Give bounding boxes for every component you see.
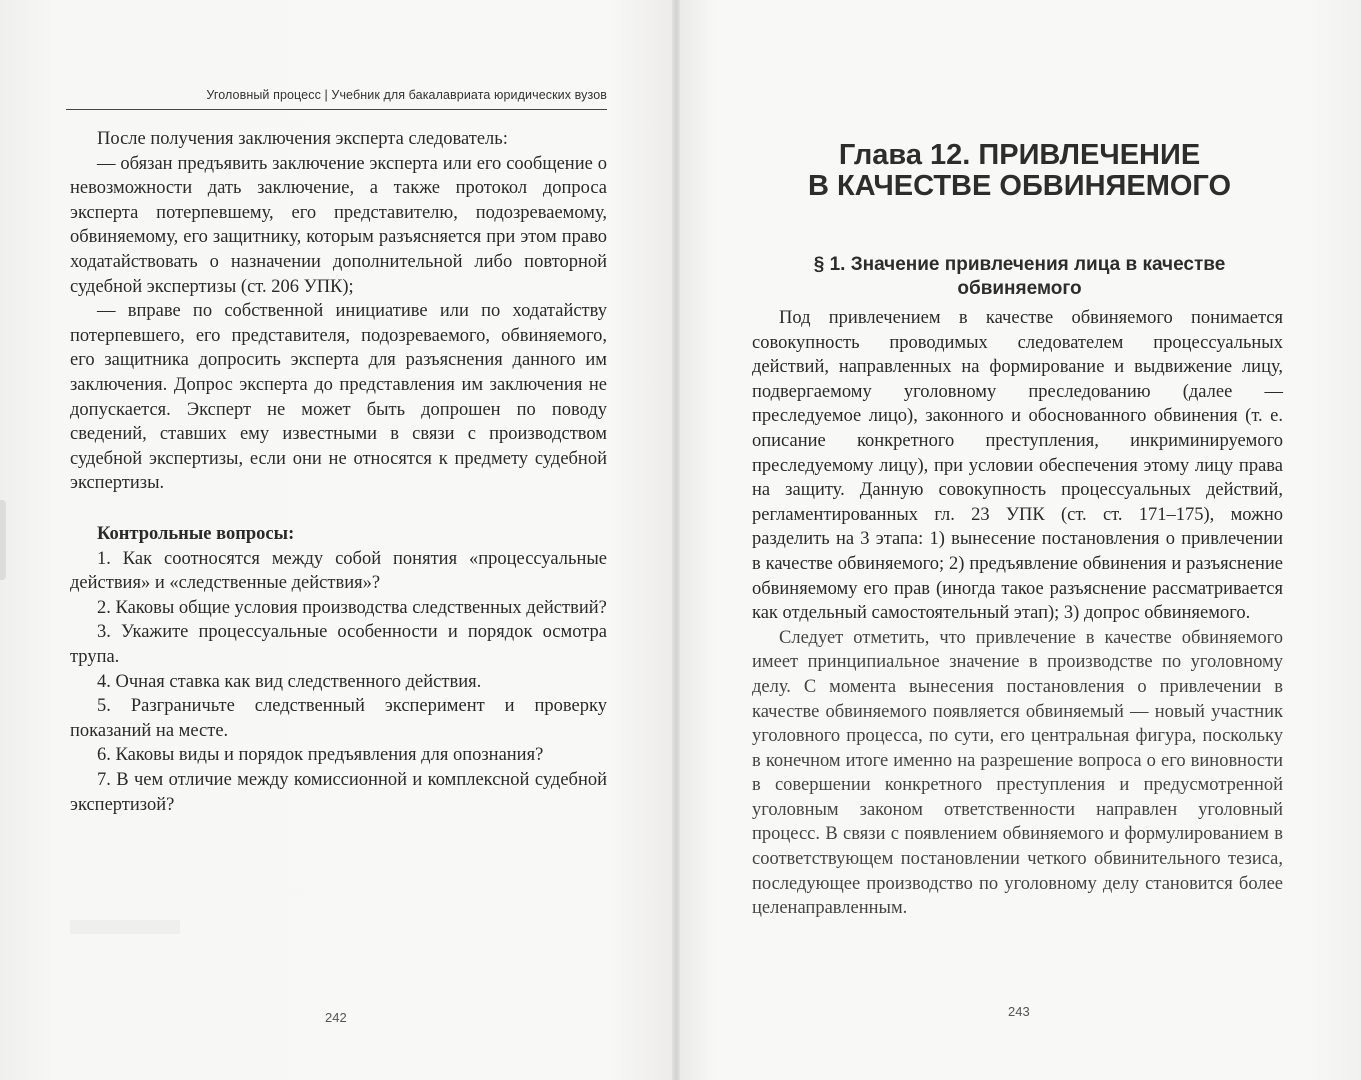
running-head: Уголовный процесс | Учебник для бакалавриата юридических вузов xyxy=(206,88,607,102)
question-item: 1. Как соотносятся между собой понятия «процессуальные действия» и «следственные действия»? xyxy=(70,548,607,594)
section-title: § 1. Значение привлечения лица в качестве обвиняемого xyxy=(813,254,1226,299)
question-item: 3. Укажите процессуальные особенности и порядок осмотра трупа. xyxy=(70,622,607,667)
questions-heading: Контрольные вопросы: xyxy=(97,524,295,544)
chapter-title xyxy=(752,140,1287,202)
page-number-right: 243 xyxy=(1008,1004,1030,1019)
left-page-body xyxy=(70,127,607,496)
review-questions xyxy=(70,522,607,817)
page-number-left: 242 xyxy=(325,1010,347,1025)
page-edge-shadow xyxy=(0,500,6,580)
chapter-title-line: Глава 12. ПРИВЛЕЧЕНИЕ xyxy=(838,139,1201,171)
body-paragraph: — обязан предъявить заключение эксперта или его сообщение о невозможности дать заключение, а также протокол допроса эксперта потерпевшему, его представителю, подозреваемому, обвиняемому, его защитнику, которым разъясняется при этом право ходатайствовать о назначении дополнительной либо повторной судебной экспертизы (ст. 206 УПК); xyxy=(70,153,607,297)
question-item: 6. Каковы виды и порядок предъявления для опознания? xyxy=(97,745,544,766)
question-item: 2. Каковы общие условия производства следственных действий? xyxy=(97,597,607,618)
chapter-title-line: В КАЧЕСТВЕ ОБВИНЯЕМОГО xyxy=(807,170,1232,202)
question-item: 7. В чем отличие между комиссионной и комплексной судебной экспертизой? xyxy=(70,769,607,815)
running-head-rule xyxy=(66,109,607,110)
question-item: 5. Разграничьте следственный эксперимент и проверку показаний на месте. xyxy=(70,696,607,741)
bleed-through-mark xyxy=(70,920,180,934)
body-paragraph: После получения заключения эксперта следователь: xyxy=(97,129,508,149)
question-item: 4. Очная ставка как вид следственного действия. xyxy=(97,671,482,692)
book-gutter xyxy=(672,0,680,1080)
body-paragraph: Следует отметить, что привлечение в качестве обвиняемого имеет принципиальное значение в производстве по уголовному делу. С момента вынесения постановления о привлечении в качестве обвиняемого появляется обвиняемый — новый участник уголовного процесса, по сути, его центральная фигура, поскольку в конечном итоге именно на разрешение вопроса о его виновности в совершении конкретного преступления и предусмотренной уголовным законом ответственности направлен уголовный процесс. В связи с появлением обвиняемого и формулированием в соответствующем постановлении четкого обвинительного тезиса, последующее производство по уголовному делу становится более целенаправленным. xyxy=(752,627,1283,919)
body-paragraph: Под привлечением в качестве обвиняемого понимается совокупность проводимых следователем процессуальных действий, направленных на формирование и выдвижение лицу, подвергаемому уголовному преследованию (далее — преследуемое лицо), законного и обоснованного обвинения (т. е. описание конкретного преступления, инкриминируемого преследуемому лицу), при условии обеспечения этому лицу права на защиту. Данную совокупность процессуальных действий, регламентированных гл. 23 УПК (ст. ст. 171–175), можно разделить на 3 этапа: 1) вынесение постановления о привлечении в качестве обвиняемого; 2) предъявление обвинения и разъяснение обвиняемому его прав (иногда такое разъяснение рассматривается как отдельный самостоятельный этап); 3) допрос обвиняемого. xyxy=(752,308,1283,624)
right-page-body xyxy=(752,306,1283,921)
body-paragraph: — вправе по собственной инициативе или по ходатайству потерпевшего, его представителя, подозреваемого, обвиняемого, его защитника допросить эксперта для разъяснения данного им заключения. Допрос эксперта до представления им заключения не допускается. Эксперт не может быть допрошен по поводу сведений, ставших ему известными в связи с производством судебной экспертизы, если они не относятся к предмету судебной экспертизы. xyxy=(70,301,607,494)
